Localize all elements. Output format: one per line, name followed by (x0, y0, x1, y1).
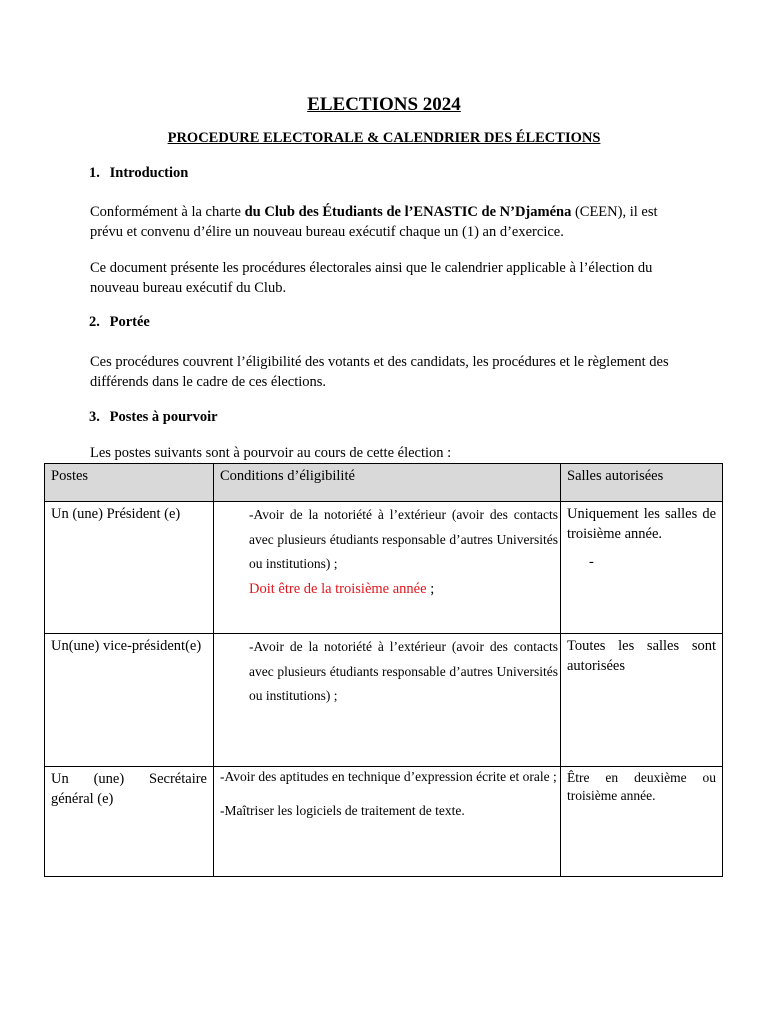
section-number: 3. (89, 409, 100, 425)
table-header-row (45, 464, 723, 502)
rooms-cell: Être en deuxième ou troisième année. (561, 767, 723, 877)
section-heading-label: Portée (109, 314, 150, 330)
section-heading-label: Introduction (109, 165, 189, 181)
condition-text: -Avoir de la notoriété à l’extérieur (avoir des contacts avec plusieurs étudiants responsable d’autres Universités ou institutions) ; (249, 507, 558, 571)
portee-paragraph: Ces procédures couvrent l’éligibilité des votants et des candidats, les procédures et le règlement des différends dans le cadre de ces élections. (90, 354, 669, 390)
section-heading-introduction (89, 165, 188, 182)
post-cell: Un (une) Secrétaire général (e) (45, 767, 214, 877)
conditions-cell (214, 502, 561, 634)
section-heading-label: Postes à pourvoir (109, 409, 218, 425)
header-conditions: Conditions d’éligibilité (214, 464, 561, 502)
section-heading-portee (89, 314, 150, 331)
conditions-cell (214, 767, 561, 877)
condition-highlight: Doit être de la troisième année (249, 580, 427, 597)
conditions-cell (214, 634, 561, 767)
intro-text-start: Conformément à la charte (90, 204, 245, 220)
section-heading-postes (89, 409, 218, 426)
rooms-cell: Uniquement les salles de troisième année. - (561, 502, 723, 634)
intro-paragraph-1 (90, 202, 690, 242)
condition-text: -Maîtriser les logiciels de traitement de texte. (220, 803, 465, 818)
header-postes: Postes (45, 464, 214, 502)
intro-text-end: (CEEN), il est prévu et convenu d’élire un nouveau bureau exécutif chaque un (1) an d’exercice. (90, 204, 658, 240)
rooms-cell: Toutes les salles sont autorisées (561, 634, 723, 767)
table-row (45, 634, 723, 767)
condition-text: -Avoir des aptitudes en technique d’expression écrite et orale ; (220, 769, 557, 784)
document-title: ELECTIONS 2024 (307, 94, 461, 115)
post-cell: Un(une) vice-président(e) (45, 634, 214, 767)
table-row (45, 767, 723, 877)
postes-paragraph: Les postes suivants sont à pourvoir au cours de cette élection : (90, 445, 452, 461)
section-number: 1. (89, 165, 100, 181)
section-number: 2. (89, 314, 100, 330)
document-subtitle: PROCEDURE ELECTORALE & CALENDRIER DES ÉLECTIONS (167, 130, 601, 146)
rooms-dash: - (589, 554, 594, 570)
post-cell: Un (une) Président (e) (45, 502, 214, 634)
table-row (45, 502, 723, 634)
condition-text: -Avoir de la notoriété à l’extérieur (avoir des contacts avec plusieurs étudiants responsable d’autres Universités ou institutions) ; (249, 639, 558, 703)
club-name: du Club des Étudiants de l’ENASTIC de N’Djaména (244, 204, 572, 220)
posts-table (44, 463, 723, 877)
condition-suffix: ; (426, 580, 435, 597)
header-salles: Salles autorisées (561, 464, 723, 502)
intro-paragraph-2: Ce document présente les procédures électorales ainsi que le calendrier applicable à l’élection du nouveau bureau exécutif du Club. (90, 260, 653, 296)
